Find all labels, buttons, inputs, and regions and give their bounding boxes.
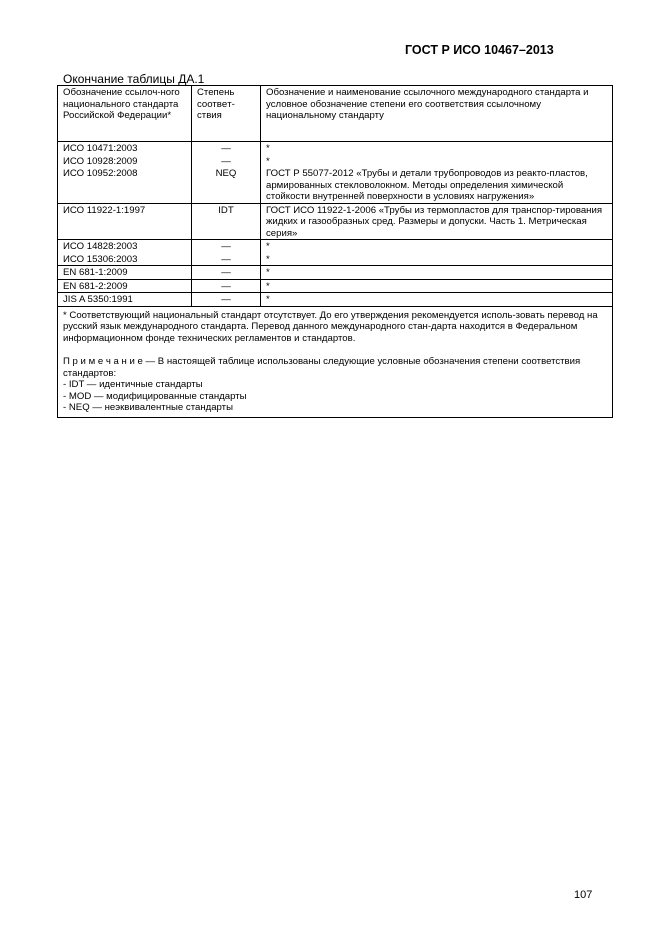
column-header-international-standard: Обозначение и наименование ссылочного международного стандарта и условное обозначение степени его соответствия ссылочному национальному стандарту (261, 86, 613, 142)
cell-code: EN 681-1:2009 (58, 266, 192, 280)
table-header-row (58, 86, 613, 142)
table-row (58, 142, 613, 155)
cell-name: * (261, 240, 613, 253)
cell-degree: NEQ (192, 167, 261, 203)
table-caption: Окончание таблицы ДА.1 (63, 72, 205, 86)
cell-code: JIS A 5350:1991 (58, 293, 192, 307)
cell-name: ГОСТ Р 55077-2012 «Трубы и детали трубопроводов из реакто-пластов, армированных стекловолокном. Методы определения химической стойкости внутренней поверхности в условиях нагружения» (261, 167, 613, 203)
cell-name: * (261, 142, 613, 155)
table-row (58, 155, 613, 168)
page-number: 107 (574, 889, 593, 901)
table-row (58, 203, 613, 240)
cell-code: ИСО 15306:2003 (58, 253, 192, 266)
table-row (58, 279, 613, 293)
standards-correspondence-table (57, 85, 613, 418)
cell-code: ИСО 10928:2009 (58, 155, 192, 168)
cell-name: * (261, 253, 613, 266)
cell-degree: — (192, 142, 261, 155)
footnote: * Соответствующий национальный стандарт отсутствует. До его утверждения рекомендуется исполь-зовать перевод на русский язык международного стандарта. Перевод данного международного стан-дарта находится в Федеральном информационном фонде технических регламентов и стандартов. (63, 309, 598, 344)
cell-degree: — (192, 266, 261, 280)
column-header-degree: Степень соотвeт-ствия (192, 86, 261, 142)
cell-code: ИСО 14828:2003 (58, 240, 192, 253)
cell-code: ИСО 11922-1:1997 (58, 203, 192, 240)
cell-degree: — (192, 279, 261, 293)
document-code-header: ГОСТ Р ИСО 10467–2013 (405, 43, 554, 57)
cell-degree: — (192, 155, 261, 168)
cell-degree: — (192, 293, 261, 307)
column-header-national-standard: Обозначение ссылоч-ного национального стандарта Российской Федерации* (58, 86, 192, 142)
cell-degree: — (192, 253, 261, 266)
cell-code: EN 681-2:2009 (58, 279, 192, 293)
note-item-neq: - NEQ — неэквивалентные стандарты (63, 402, 233, 413)
cell-name: * (261, 266, 613, 280)
table-row (58, 266, 613, 280)
table-row (58, 240, 613, 253)
cell-name: * (261, 293, 613, 307)
cell-code: ИСО 10471:2003 (58, 142, 192, 155)
cell-degree: IDT (192, 203, 261, 240)
table-row (58, 253, 613, 266)
cell-name: * (261, 155, 613, 168)
cell-degree: — (192, 240, 261, 253)
cell-name: ГОСТ ИСО 11922-1-2006 «Трубы из термопластов для транспор-тирования жидких и газообразных сред. Размеры и допуски. Часть 1. Метрическая серия» (261, 203, 613, 240)
note-title: П р и м е ч а н и е — В настоящей таблице использованы следующие условные обозначения степени соответствия стандартов: (63, 356, 581, 379)
table-notes-cell (58, 306, 613, 417)
cell-name: * (261, 279, 613, 293)
note-item-idt: - IDT — идентичные стандарты (63, 379, 203, 390)
table-row (58, 293, 613, 307)
table-row (58, 167, 613, 203)
table-notes-row (58, 306, 613, 417)
cell-code: ИСО 10952:2008 (58, 167, 192, 203)
note-item-mod: - MOD — модифицированные стандарты (63, 390, 247, 402)
